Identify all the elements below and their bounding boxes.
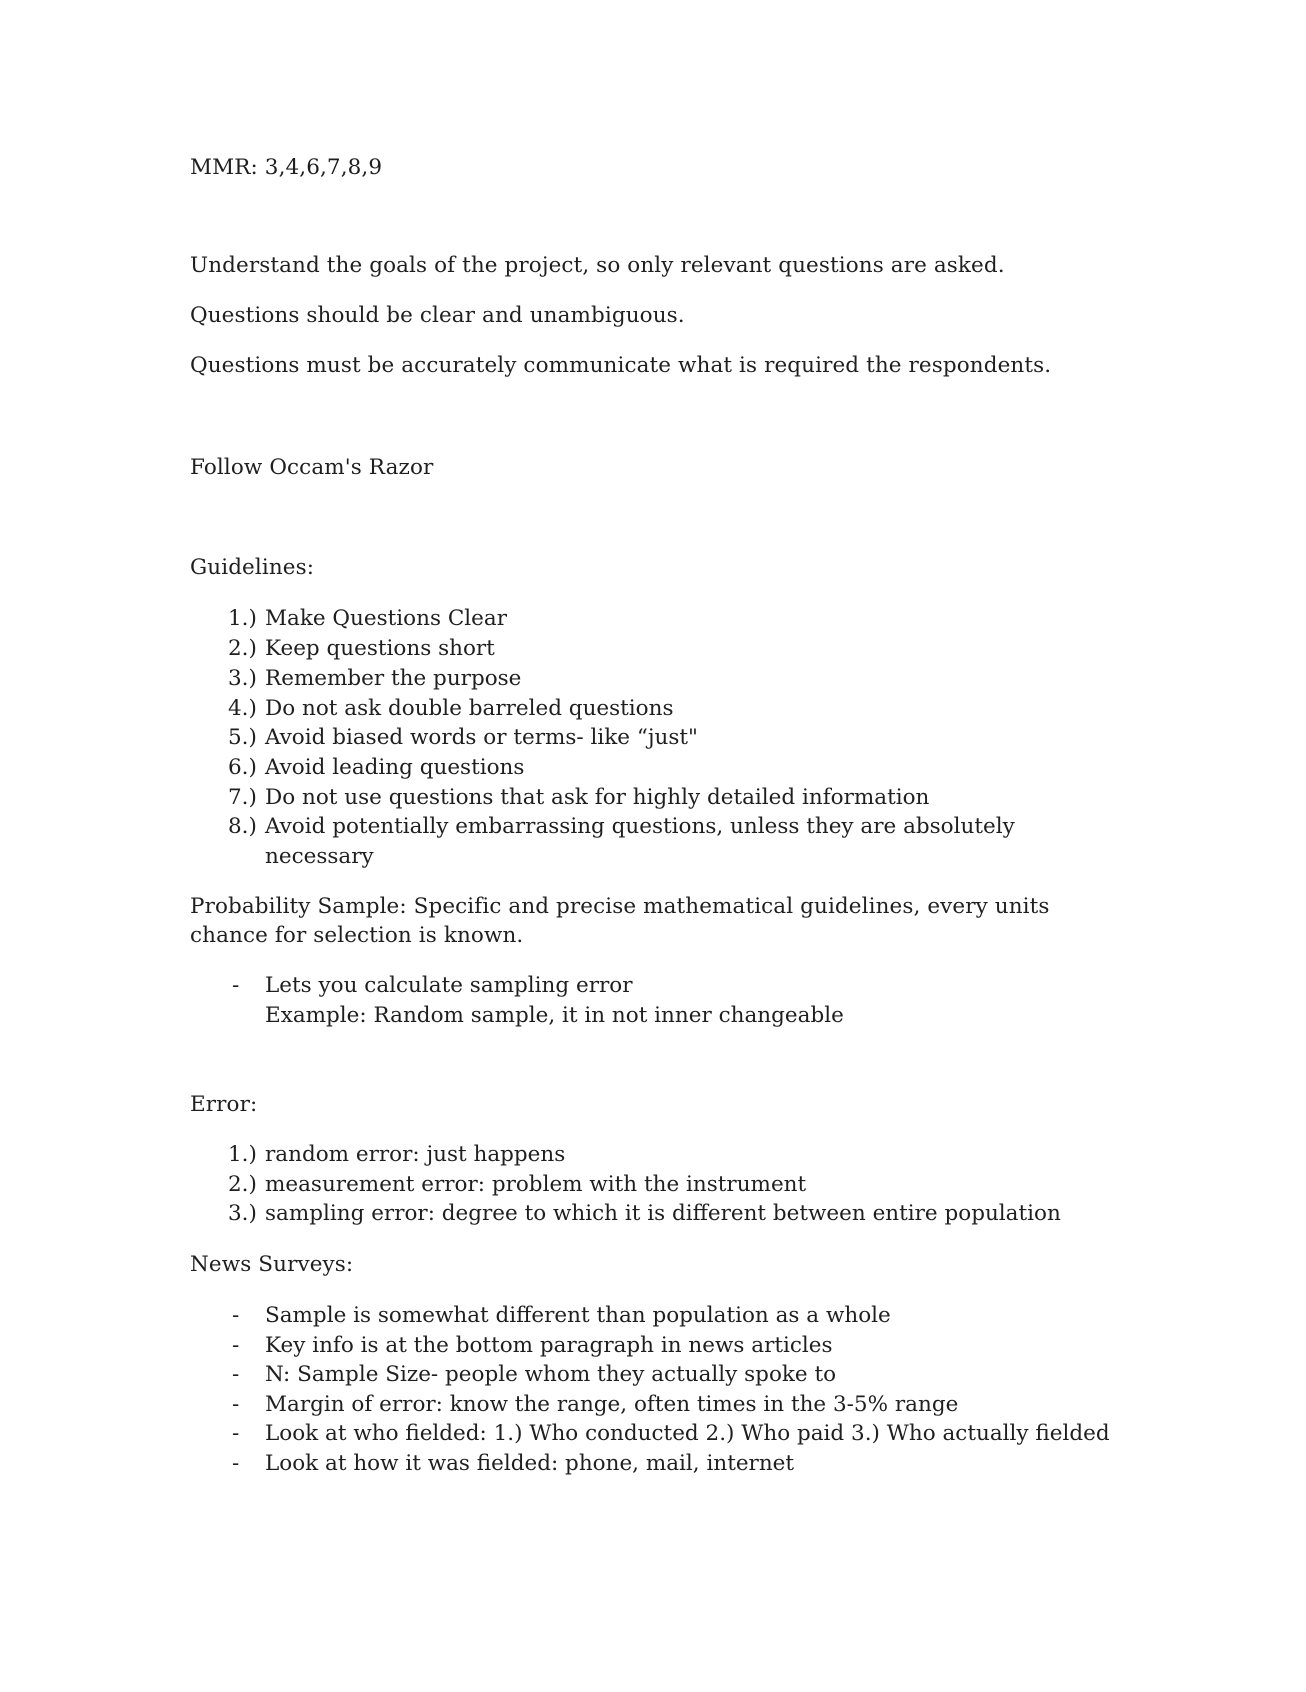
error-item: measurement error: problem with the instrument bbox=[265, 1172, 807, 1197]
news-item: Look at how it was fielded: phone, mail, internet bbox=[265, 1451, 795, 1476]
guideline-number: 7.) bbox=[228, 785, 257, 810]
guideline-item: Do not ask double barreled questions bbox=[265, 696, 674, 721]
guideline-number: 3.) bbox=[228, 666, 257, 691]
guidelines-heading: Guidelines: bbox=[190, 555, 315, 580]
probability-line-1: Probability Sample: Specific and precise mathematical guidelines, every units bbox=[190, 894, 1050, 919]
error-item: sampling error: degree to which it is different between entire population bbox=[265, 1201, 1061, 1226]
error-number: 1.) bbox=[228, 1142, 257, 1167]
occam-line: Follow Occam's Razor bbox=[190, 455, 434, 480]
bullet-dash: - bbox=[232, 1392, 240, 1417]
probability-bullet-line-2: Example: Random sample, it in not inner changeable bbox=[265, 1003, 844, 1028]
bullet-dash: - bbox=[232, 1362, 240, 1387]
guideline-item: Keep questions short bbox=[265, 636, 495, 661]
guideline-number: 4.) bbox=[228, 696, 257, 721]
news-item: N: Sample Size- people whom they actually spoke to bbox=[265, 1362, 837, 1387]
error-heading: Error: bbox=[190, 1092, 258, 1117]
guideline-number: 2.) bbox=[228, 636, 257, 661]
intro-line-2: Questions should be clear and unambiguous. bbox=[190, 303, 685, 328]
guideline-number: 8.) bbox=[228, 814, 257, 839]
bullet-dash: - bbox=[232, 973, 240, 998]
probability-bullet-line-1: Lets you calculate sampling error bbox=[265, 973, 633, 998]
bullet-dash: - bbox=[232, 1421, 240, 1446]
news-item: Key info is at the bottom paragraph in news articles bbox=[265, 1333, 833, 1358]
guideline-item-continuation: necessary bbox=[265, 844, 374, 869]
guideline-item: Avoid leading questions bbox=[265, 755, 525, 780]
guideline-number: 5.) bbox=[228, 725, 257, 750]
error-item: random error: just happens bbox=[265, 1142, 566, 1167]
guideline-item: Avoid biased words or terms- like “just" bbox=[265, 725, 698, 750]
error-number: 3.) bbox=[228, 1201, 257, 1226]
error-number: 2.) bbox=[228, 1172, 257, 1197]
bullet-dash: - bbox=[232, 1333, 240, 1358]
intro-line-3: Questions must be accurately communicate what is required the respondents. bbox=[190, 353, 1052, 378]
bullet-dash: - bbox=[232, 1303, 240, 1328]
guideline-item: Remember the purpose bbox=[265, 666, 522, 691]
guideline-number: 1.) bbox=[228, 606, 257, 631]
intro-line-1: Understand the goals of the project, so only relevant questions are asked. bbox=[190, 253, 1005, 278]
guideline-item: Do not use questions that ask for highly detailed information bbox=[265, 785, 930, 810]
guideline-number: 6.) bbox=[228, 755, 257, 780]
news-heading: News Surveys: bbox=[190, 1252, 354, 1277]
header-line: MMR: 3,4,6,7,8,9 bbox=[190, 155, 383, 180]
bullet-dash: - bbox=[232, 1451, 240, 1476]
news-item: Sample is somewhat different than population as a whole bbox=[265, 1303, 891, 1328]
news-item: Look at who fielded: 1.) Who conducted 2.) Who paid 3.) Who actually fielded bbox=[265, 1421, 1110, 1446]
news-item: Margin of error: know the range, often times in the 3-5% range bbox=[265, 1392, 959, 1417]
guideline-item: Avoid potentially embarrassing questions, unless they are absolutely bbox=[265, 814, 1015, 839]
guideline-item: Make Questions Clear bbox=[265, 606, 507, 631]
probability-line-2: chance for selection is known. bbox=[190, 923, 524, 948]
